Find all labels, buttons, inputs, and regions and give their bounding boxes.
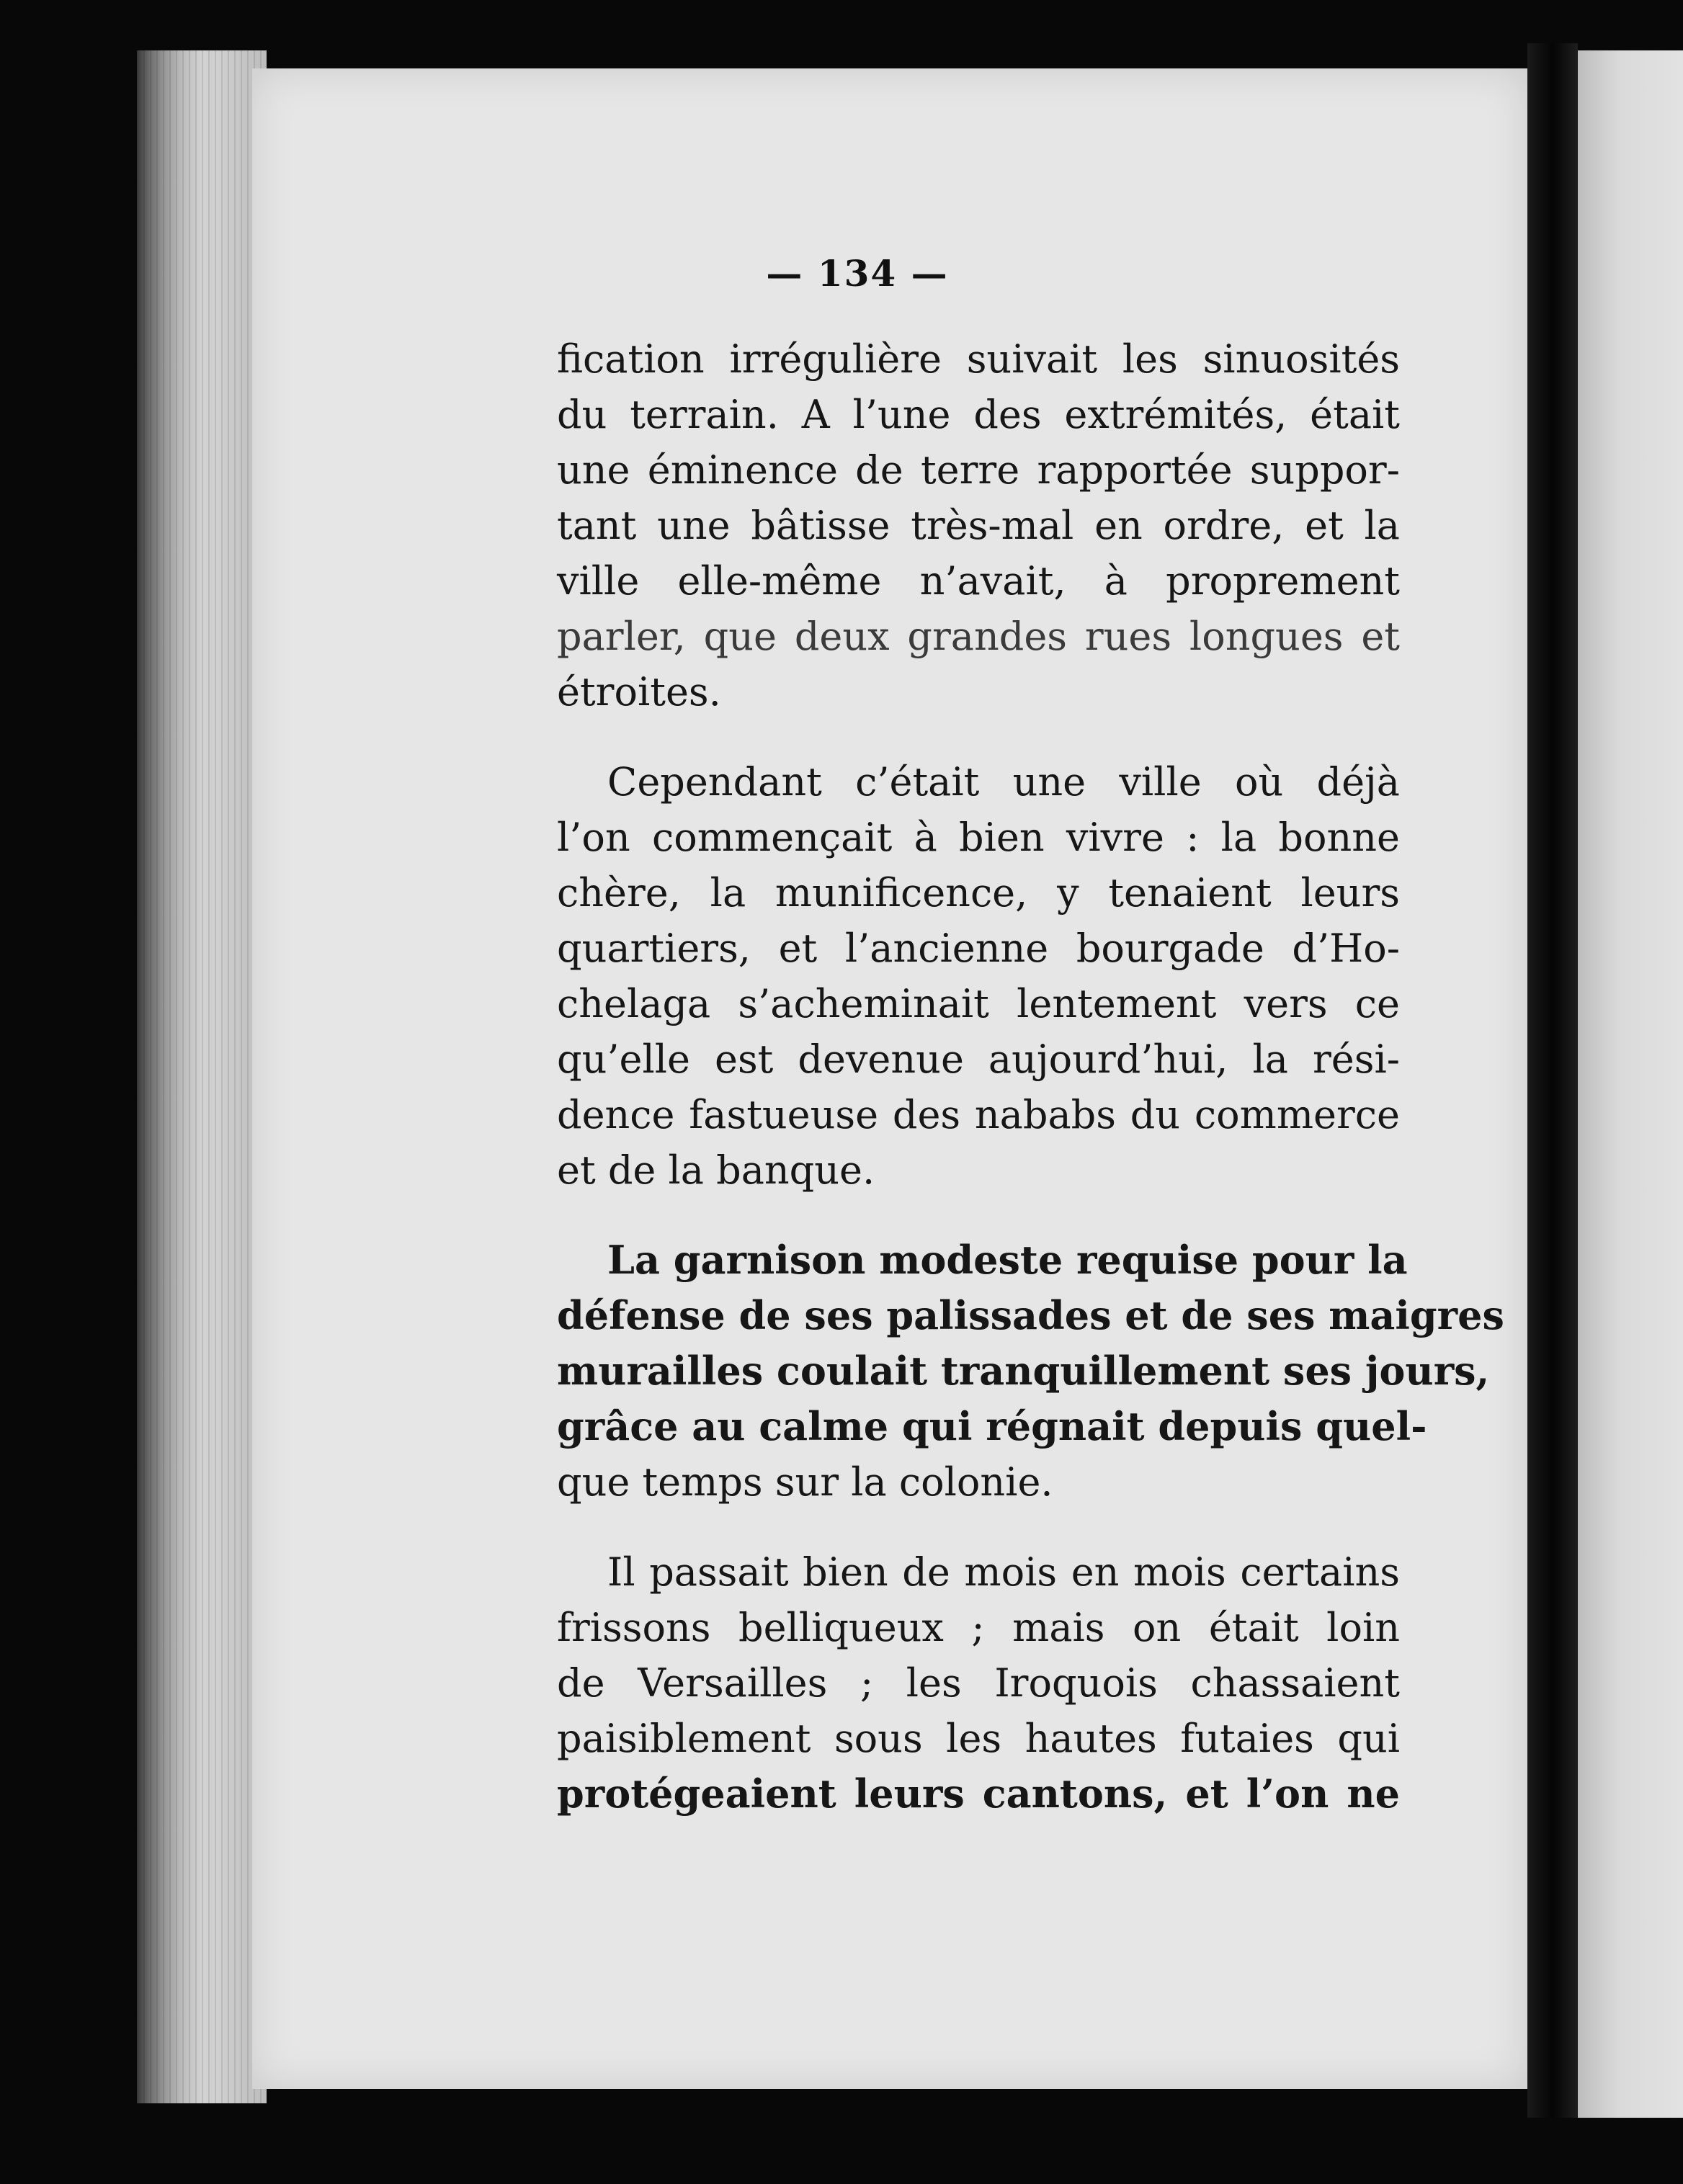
text-line: du terrain. A l’une des extrémités, était <box>557 392 1400 437</box>
text-line: chère, la munificence, y tenaient leurs <box>557 870 1400 916</box>
text-line: et de la banque. <box>557 1147 875 1193</box>
text-line: que temps sur la colonie. <box>557 1459 1053 1505</box>
page-number: — 134 — <box>766 252 949 295</box>
text-line: ville elle-même n’avait, à proprement <box>557 558 1400 604</box>
paragraph-2 <box>557 754 1400 1198</box>
text-line: parler, que deux grandes rues longues et <box>557 614 1400 659</box>
text-line: qu’elle est devenue aujourd’hui, la rési- <box>557 1037 1400 1082</box>
text-line: tant une bâtisse très-mal en ordre, et la <box>557 503 1400 548</box>
text-line: grâce au calme qui régnait depuis quel- <box>557 1403 1427 1449</box>
text-line: fication irrégulière suivait les sinuosités <box>557 336 1400 382</box>
facing-page-edge <box>1578 50 1683 2118</box>
paragraph-1 <box>557 331 1400 720</box>
text-line: Cependant c’était une ville où déjà <box>607 759 1400 805</box>
text-line: protégeaient leurs cantons, et l’on ne <box>557 1771 1400 1817</box>
book-page-edges <box>137 50 267 2103</box>
text-line: murailles coulait tranquillement ses jours, <box>557 1348 1490 1394</box>
paragraph-4 <box>557 1544 1400 1822</box>
text-line: paisiblement sous les hautes futaies qui <box>557 1716 1400 1761</box>
text-line: étroites. <box>557 669 721 715</box>
text-line: défense de ses palissades et de ses maigres <box>557 1292 1504 1338</box>
text-line: une éminence de terre rapportée suppor- <box>557 447 1400 493</box>
paragraph-3 <box>557 1232 1504 1510</box>
text-line: quartiers, et l’ancienne bourgade d’Ho- <box>557 926 1400 971</box>
text-line: frissons belliqueux ; mais on était loin <box>557 1605 1400 1650</box>
text-line: Il passait bien de mois en mois certains <box>607 1549 1400 1595</box>
text-line: chelaga s’acheminait lentement vers ce <box>557 981 1400 1026</box>
text-line: dence fastueuse des nababs du commerce <box>557 1092 1400 1137</box>
page-body-text <box>557 331 1504 1856</box>
book-gutter <box>1527 43 1578 2118</box>
text-line: l’on commençait à bien vivre : la bonne <box>557 815 1400 860</box>
text-line: de Versailles ; les Iroquois chassaient <box>557 1660 1400 1706</box>
text-line: La garnison modeste requise pour la <box>607 1237 1408 1283</box>
